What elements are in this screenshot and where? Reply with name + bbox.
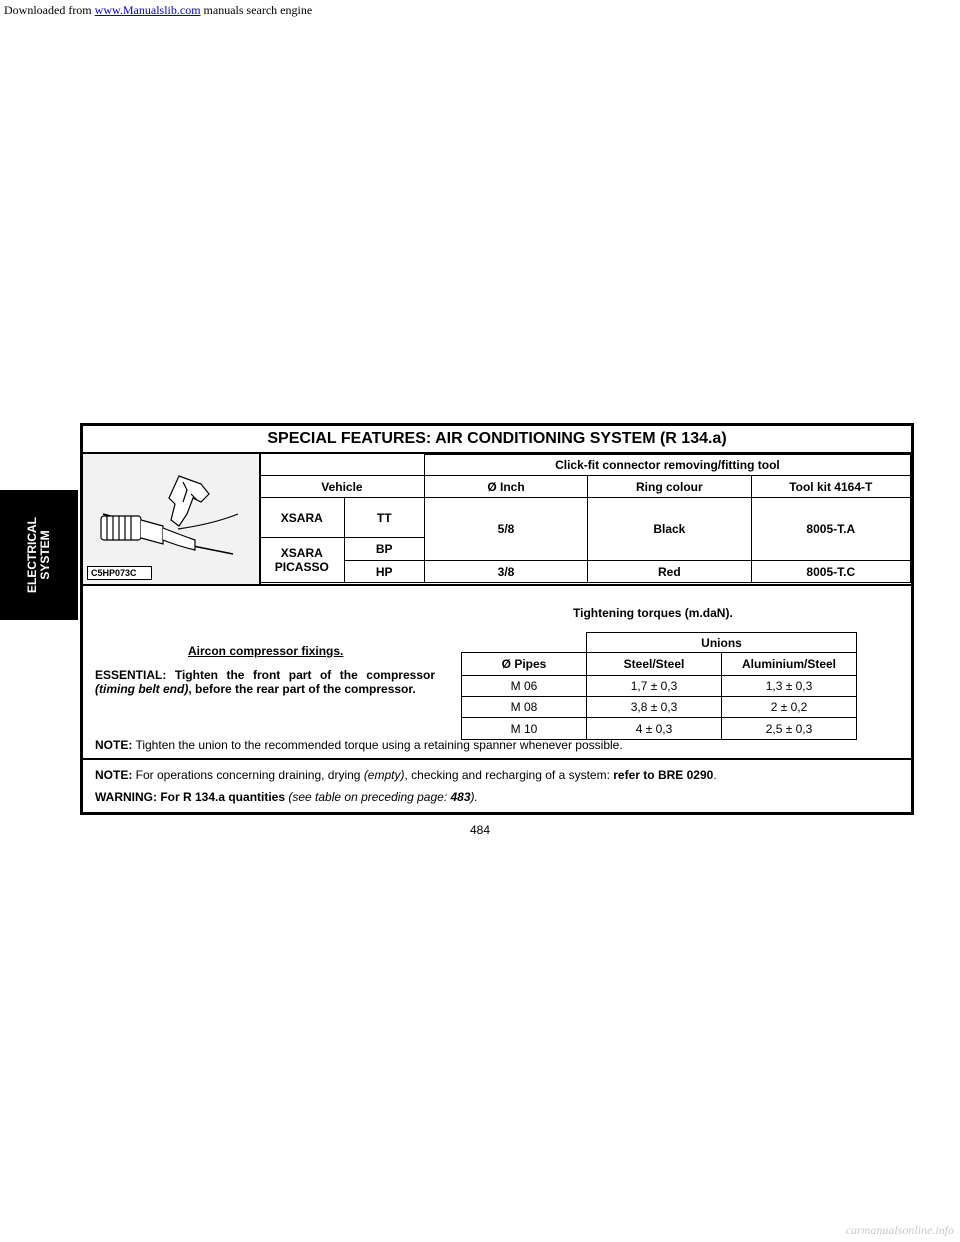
unions-heading: Unions <box>587 633 857 653</box>
ring-black: Black <box>588 498 751 561</box>
section-tab-line-2: SYSTEM <box>38 530 52 580</box>
col-ring-colour: Ring colour <box>588 476 751 498</box>
note-reference: refer to BRE 0290 <box>613 768 714 782</box>
table-row <box>462 676 857 697</box>
blank-cell <box>260 455 425 476</box>
aluminium-torque: 2 ± 0,2 <box>722 697 857 718</box>
connector-figure <box>83 454 261 584</box>
torque-title: Tightening torques (m.daN). <box>573 606 733 620</box>
warning-label: WARNING: For R 134.a quantities <box>95 790 286 804</box>
note-label: NOTE: <box>95 738 133 752</box>
essential-text-1: ESSENTIAL: Tighten the front part of the compressor <box>95 668 435 682</box>
click-fit-section <box>83 454 911 586</box>
tightening-torques-section <box>83 586 911 760</box>
engine-bp: BP <box>344 538 424 561</box>
warning-note <box>95 790 478 804</box>
inch-5-8: 5/8 <box>424 498 587 561</box>
table-row <box>462 718 857 740</box>
aluminium-torque: 1,3 ± 0,3 <box>722 676 857 697</box>
click-fit-heading: Click-fit connector removing/fitting tool <box>424 455 910 476</box>
essential-text-3: , before the rear part of the compressor. <box>188 682 416 696</box>
note-text-1: For operations concerning draining, drying <box>132 768 364 782</box>
engine-tt: TT <box>344 498 424 538</box>
steel-torque: 1,7 ± 0,3 <box>587 676 722 697</box>
inch-3-8: 3/8 <box>424 561 587 583</box>
click-fit-table <box>259 454 911 583</box>
pipe-size: M 06 <box>462 676 587 697</box>
special-features-panel <box>80 423 914 815</box>
blank-cell <box>462 633 587 653</box>
table-row <box>462 697 857 718</box>
section-tab-label <box>26 517 52 593</box>
tool-8005-tc: 8005-T.C <box>751 561 910 583</box>
col-steel-steel: Steel/Steel <box>587 653 722 676</box>
section-tab-line-1: ELECTRICAL <box>25 517 39 593</box>
union-note <box>95 738 623 752</box>
watermark: carmanualsonline.info <box>845 1223 954 1237</box>
tool-8005-ta: 8005-T.A <box>751 498 910 561</box>
torque-table <box>461 632 857 740</box>
note-text-2: (empty) <box>363 768 405 782</box>
warning-text-1: (see table on preceding page: <box>285 790 451 804</box>
col-inch: Ø Inch <box>424 476 587 498</box>
essential-text-2: (timing belt end) <box>95 682 189 696</box>
essential-instruction <box>95 668 435 696</box>
col-tool-kit: Tool kit 4164-T <box>751 476 910 498</box>
engine-hp: HP <box>344 561 424 583</box>
note-label: NOTE: <box>95 768 133 782</box>
connector-illustration <box>83 454 257 584</box>
figure-code: C5HP073C <box>87 566 152 580</box>
notes-section <box>83 760 911 812</box>
download-source-line <box>4 3 312 18</box>
download-prefix: Downloaded from <box>4 3 95 17</box>
operations-note <box>95 768 717 782</box>
col-vehicle: Vehicle <box>260 476 425 498</box>
steel-torque: 3,8 ± 0,3 <box>587 697 722 718</box>
vehicle-xsara-picasso-line-1: XSARA <box>280 546 323 560</box>
vehicle-xsara-picasso <box>260 538 345 583</box>
warning-text-2: ). <box>470 790 478 804</box>
steel-torque: 4 ± 0,3 <box>587 718 722 740</box>
section-tab <box>0 490 78 620</box>
col-pipes: Ø Pipes <box>462 653 587 676</box>
vehicle-xsara: XSARA <box>260 498 345 538</box>
download-suffix: manuals search engine <box>200 3 313 17</box>
panel-title: SPECIAL FEATURES: AIR CONDITIONING SYSTEM (R 134.a) <box>83 426 911 454</box>
page-number: 484 <box>469 823 491 837</box>
vehicle-xsara-picasso-line-2: PICASSO <box>274 560 329 574</box>
warning-page: 483 <box>450 790 471 804</box>
manualslib-link[interactable]: www.Manualslib.com <box>94 3 201 17</box>
col-aluminium-steel: Aluminium/Steel <box>722 653 857 676</box>
pipe-size: M 08 <box>462 697 587 718</box>
note-text-3: , checking and recharging of a system: <box>404 768 614 782</box>
aluminium-torque: 2,5 ± 0,3 <box>722 718 857 740</box>
note-text: Tighten the union to the recommended torque using a retaining spanner whenever possible. <box>132 738 623 752</box>
pipe-size: M 10 <box>462 718 587 740</box>
ring-red: Red <box>588 561 751 583</box>
note-end: . <box>713 768 717 782</box>
compressor-heading: Aircon compressor fixings. <box>188 644 344 658</box>
